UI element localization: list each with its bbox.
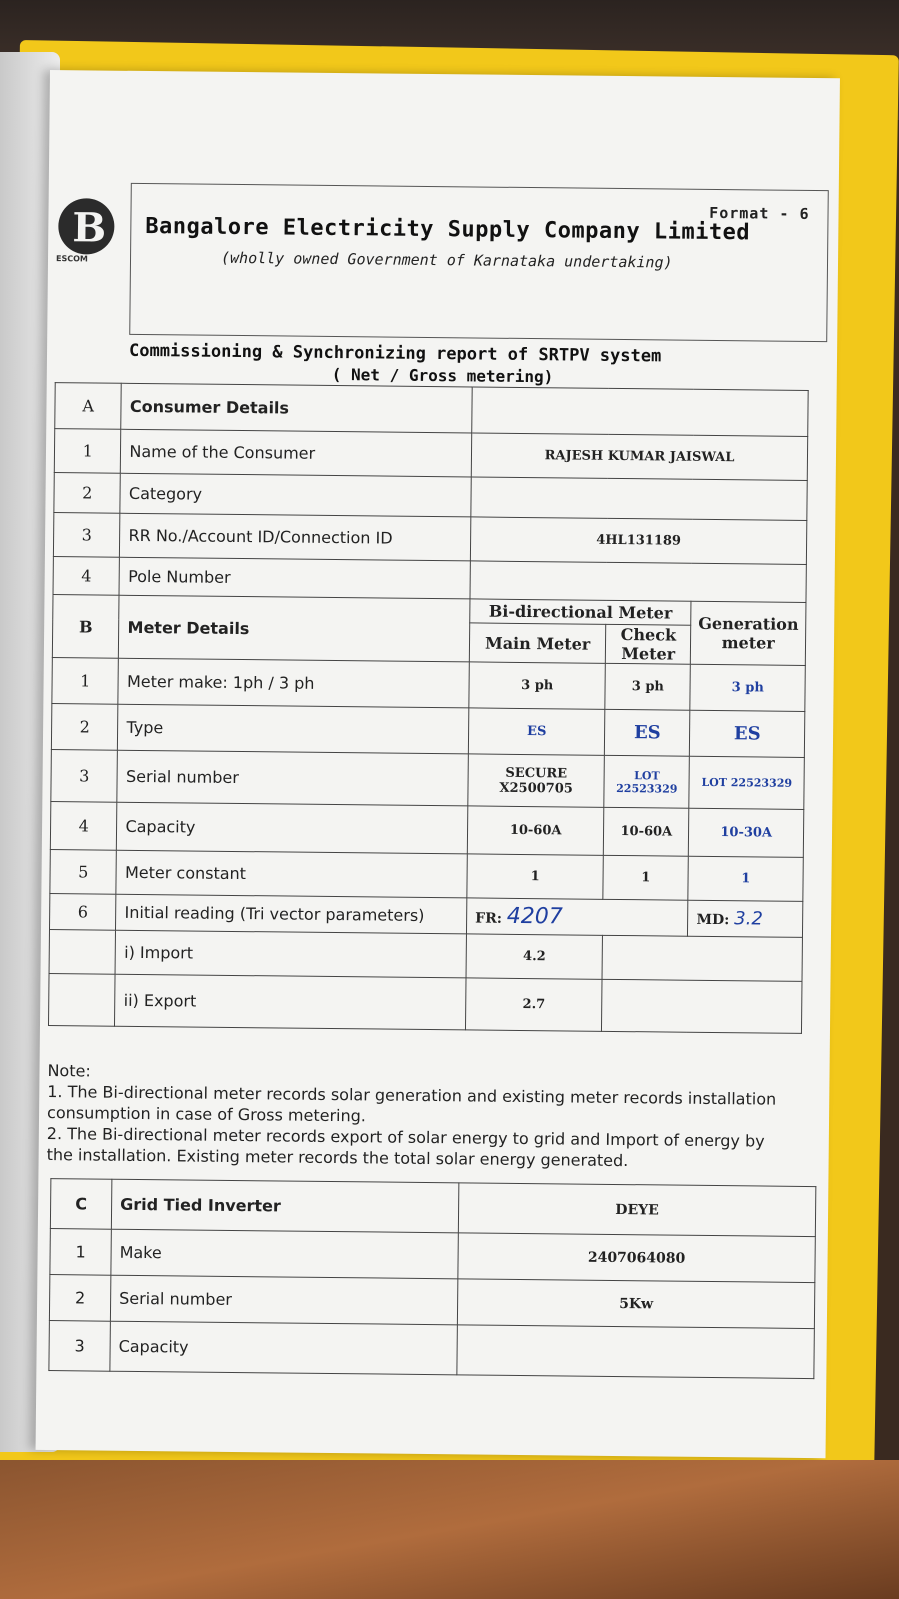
inverter-make-value: DEYE xyxy=(458,1183,816,1237)
generation-meter-value: 3 ph xyxy=(690,664,805,711)
row-index: 3 xyxy=(51,750,118,803)
row-index: 6 xyxy=(49,894,116,931)
row-index: 3 xyxy=(49,1321,111,1372)
main-meter-value: ES xyxy=(468,708,605,755)
table-row xyxy=(53,513,806,565)
md-reading xyxy=(688,900,803,937)
note-heading: Note: xyxy=(47,1061,91,1081)
row-label: Category xyxy=(120,473,471,517)
row-label: Serial number xyxy=(117,750,468,806)
table-row xyxy=(49,1275,814,1329)
row-label: Meter make: 1ph / 3 ph xyxy=(118,658,469,708)
main-meter-value: SECURE X2500705 xyxy=(468,754,605,807)
main-meter-value: 10-60A xyxy=(467,806,604,855)
section-b-title: Meter Details xyxy=(119,595,470,662)
inverter-capacity-value: 5Kw xyxy=(457,1279,814,1329)
background-cloth xyxy=(0,1460,899,1599)
row-label: RR No./Account ID/Connection ID xyxy=(120,513,471,561)
section-c-index: C xyxy=(50,1179,112,1230)
consumer-meter-table xyxy=(48,382,809,1034)
check-meter-value: ES xyxy=(605,709,691,756)
export-value: 2.7 xyxy=(466,978,603,1031)
company-subtitle: (wholly owned Government of Karnataka undertaking) xyxy=(220,248,673,272)
fr-label: FR: xyxy=(475,910,503,927)
note-block xyxy=(47,1060,778,1173)
table-row xyxy=(50,1229,815,1283)
row-label: Capacity xyxy=(117,802,468,854)
check-meter-header: Check Meter xyxy=(606,624,692,664)
company-name: Bangalore Electricity Supply Company Limited xyxy=(145,214,751,246)
table-row xyxy=(52,658,805,712)
format-label: Format - 6 xyxy=(709,203,810,223)
note-line-2: 2. The Bi-directional meter records export of solar energy to grid and Import of energy by the installation. Existing meter records the total solar energy generated. xyxy=(46,1124,765,1171)
section-c-header xyxy=(50,1179,815,1237)
row-index: 5 xyxy=(50,850,117,895)
main-meter-header: Main Meter xyxy=(469,623,606,663)
main-meter-value: 3 ph xyxy=(469,662,606,709)
check-meter-value: 10-60A xyxy=(604,807,690,856)
pole-number-value xyxy=(470,561,806,603)
table-row xyxy=(51,704,804,758)
inverter-serial-value: 2407064080 xyxy=(458,1233,815,1283)
inverter-table xyxy=(48,1178,816,1379)
fr-reading xyxy=(467,898,689,936)
row-label: Name of the Consumer xyxy=(121,429,472,477)
logo-letter: B xyxy=(72,204,107,252)
section-a-title: Consumer Details xyxy=(121,383,472,433)
row-label: Capacity xyxy=(110,1321,458,1375)
report-title: Commissioning & Synchronizing report of SRTPV system xyxy=(128,340,662,367)
row-label: Type xyxy=(118,704,469,754)
note-line-1: 1. The Bi-directional meter records solar generation and existing meter records installation consumption in case of Gross metering. xyxy=(46,1082,777,1126)
row-index: 4 xyxy=(53,557,120,596)
section-b-index: B xyxy=(52,595,119,659)
table-row xyxy=(49,1321,814,1379)
table-row xyxy=(50,802,803,858)
row-index: 1 xyxy=(52,658,119,705)
bescom-logo xyxy=(56,186,127,267)
generation-meter-value: ES xyxy=(690,710,805,757)
row-index: 2 xyxy=(51,704,118,751)
row-index: 4 xyxy=(50,802,117,851)
section-c-title: Grid Tied Inverter xyxy=(111,1179,459,1233)
row-index: 2 xyxy=(54,473,121,514)
check-meter-value: LOT 22523329 xyxy=(604,755,690,808)
export-label: ii) Export xyxy=(115,974,466,1030)
row-label: Make xyxy=(111,1229,458,1279)
section-a-index: A xyxy=(55,383,122,430)
row-label: Initial reading (Tri vector parameters) xyxy=(116,894,467,934)
row-index: 1 xyxy=(50,1229,111,1276)
fr-value: 4207 xyxy=(506,903,563,930)
category-value xyxy=(471,477,807,521)
main-meter-value: 1 xyxy=(467,854,604,899)
capacity-value xyxy=(457,1325,815,1379)
logo-tag: ESCOM xyxy=(55,254,88,264)
table-row xyxy=(51,750,805,810)
import-value: 4.2 xyxy=(466,934,603,979)
account-id-value: 4HL131189 xyxy=(470,517,806,565)
row-label: Pole Number xyxy=(119,557,470,599)
check-meter-value: 1 xyxy=(603,855,689,900)
generation-meter-header: Generation meter xyxy=(691,601,806,665)
bidirectional-meter-header: Bi-directional Meter xyxy=(470,599,692,625)
import-label: i) Import xyxy=(115,930,466,978)
generation-meter-value: LOT 22523329 xyxy=(689,756,804,809)
form-page xyxy=(36,70,840,1458)
row-index: 3 xyxy=(53,513,120,558)
table-row xyxy=(50,850,803,902)
row-label: Serial number xyxy=(110,1275,457,1325)
row-index: 1 xyxy=(54,429,121,474)
md-label: MD: xyxy=(696,911,730,929)
section-a-header xyxy=(55,383,808,437)
row-index: 2 xyxy=(49,1275,110,1322)
generation-meter-value: 10-30A xyxy=(689,808,804,857)
table-row xyxy=(49,930,802,982)
generation-meter-value: 1 xyxy=(688,856,803,901)
consumer-name-value: RAJESH KUMAR JAISWAL xyxy=(471,433,807,481)
check-meter-value: 3 ph xyxy=(605,663,691,710)
header-box xyxy=(129,183,829,342)
table-row xyxy=(54,429,807,481)
report-subtitle: ( Net / Gross metering) xyxy=(331,364,554,387)
table-row xyxy=(48,974,802,1034)
row-label: Meter constant xyxy=(116,850,467,898)
md-value: 3.2 xyxy=(734,908,763,930)
